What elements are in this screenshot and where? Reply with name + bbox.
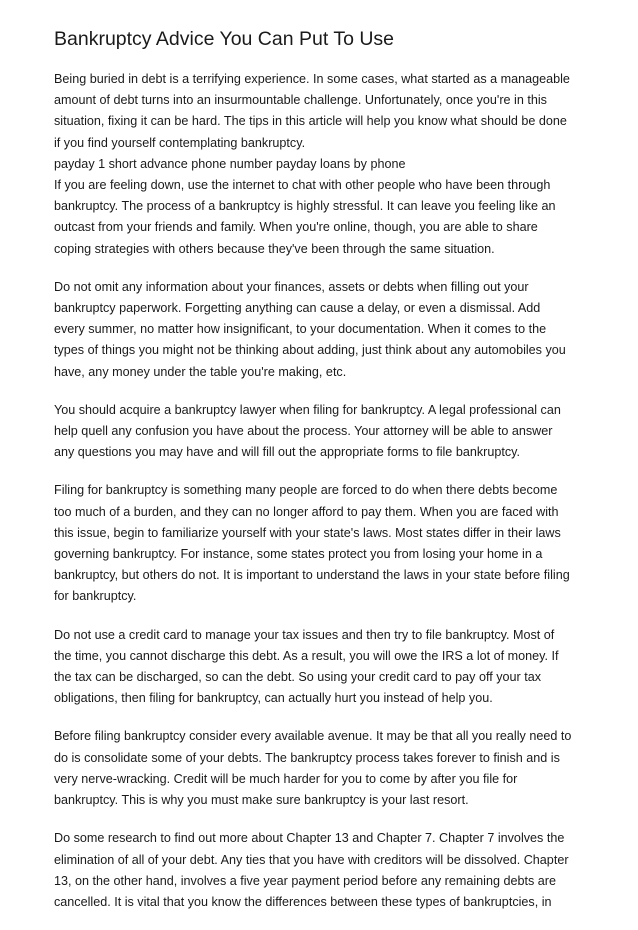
text-line: bankruptcy paperwork. Forgetting anything can cause a delay, or even a dismissal. Add: [54, 301, 541, 316]
text-line: Do not omit any information about your finances, assets or debts when filling out your: [54, 279, 529, 294]
paragraph: [54, 828, 588, 913]
paragraph: [54, 726, 588, 811]
text-line: elimination of all of your debt. Any ties that you have with creditors will be dissolved. Chapter: [54, 852, 569, 867]
text-line: very nerve-wracking. Credit will be much harder for you to come by after you file for: [54, 771, 518, 786]
text-line: cancelled. It is vital that you know the differences between these types of bankruptcies, in: [54, 894, 552, 909]
text-line: for bankruptcy.: [54, 589, 137, 604]
paragraph: [54, 69, 588, 260]
text-line: this issue, begin to familiarize yourself with your state's laws. Most states differ in their laws: [54, 525, 561, 540]
paragraph: [54, 625, 588, 710]
document-page: [54, 26, 588, 930]
text-line: have, any money under the table you're making, etc.: [54, 364, 347, 379]
text-line: 13, on the other hand, involves a five year payment period before any remaining debts are: [54, 873, 556, 888]
paragraph: [54, 400, 588, 464]
paragraph: [54, 277, 588, 383]
text-line: coping strategies with others because they've been through the same situation.: [54, 241, 495, 256]
text-line: Do not use a credit card to manage your tax issues and then try to file bankruptcy. Most of: [54, 627, 555, 642]
text-line: the tax can be discharged, so can the debt. So using your credit card to pay off your tax: [54, 670, 542, 685]
text-line: types of things you might not be thinking about adding, just think about any automobiles you: [54, 343, 566, 358]
text-line: every summer, no matter how insignificant, to your documentation. When it comes to the: [54, 322, 547, 337]
text-line: obligations, then filing for bankruptcy, can actually hurt you instead of help you.: [54, 691, 493, 706]
text-line: too much of a burden, and they can no longer afford to pay them. When you are faced with: [54, 504, 559, 519]
text-line: help quell any confusion you have about the process. Your attorney will be able to answer: [54, 424, 553, 439]
text-line: You should acquire a bankruptcy lawyer when filing for bankruptcy. A legal professional can: [54, 402, 561, 417]
text-line: outcast from your friends and family. When you're online, though, you are able to share: [54, 220, 538, 235]
text-line: bankruptcy. This is why you must make sure bankruptcy is your last resort.: [54, 793, 469, 808]
text-line: if you find yourself contemplating bankruptcy.: [54, 135, 306, 150]
text-line: amount of debt turns into an insurmountable challenge. Unfortunately, once you're in this: [54, 93, 547, 108]
text-line: the time, you cannot discharge this debt. As a result, you will owe the IRS a lot of money. If: [54, 648, 559, 663]
text-line: Do some research to find out more about Chapter 13 and Chapter 7. Chapter 7 involves the: [54, 831, 565, 846]
text-line: situation, fixing it can be hard. The tips in this article will help you know what should be done: [54, 114, 567, 129]
text-line: bankruptcy. The process of a bankruptcy is highly stressful. It can leave you feeling like an: [54, 199, 556, 214]
text-line: any questions you may have and will fill out the appropriate forms to file bankruptcy.: [54, 445, 520, 460]
paragraph: [54, 480, 588, 607]
text-line: governing bankruptcy. For instance, some states protect you from losing your home in a: [54, 547, 543, 562]
text-line: bankruptcy, but others do not. It is important to understand the laws in your state before filing: [54, 568, 570, 583]
text-line: Before filing bankruptcy consider every available avenue. It may be that all you really need to: [54, 729, 572, 744]
text-line: Being buried in debt is a terrifying experience. In some cases, what started as a manageable: [54, 72, 570, 86]
document-body: [54, 69, 588, 913]
text-line: do is consolidate some of your debts. The bankruptcy process takes forever to finish and is: [54, 750, 560, 765]
document-title: Bankruptcy Advice You Can Put To Use: [54, 28, 395, 50]
text-line: payday 1 short advance phone number payday loans by phone: [54, 156, 406, 171]
text-line: Filing for bankruptcy is something many people are forced to do when there debts become: [54, 483, 558, 498]
text-line: If you are feeling down, use the internet to chat with other people who have been through: [54, 178, 551, 193]
